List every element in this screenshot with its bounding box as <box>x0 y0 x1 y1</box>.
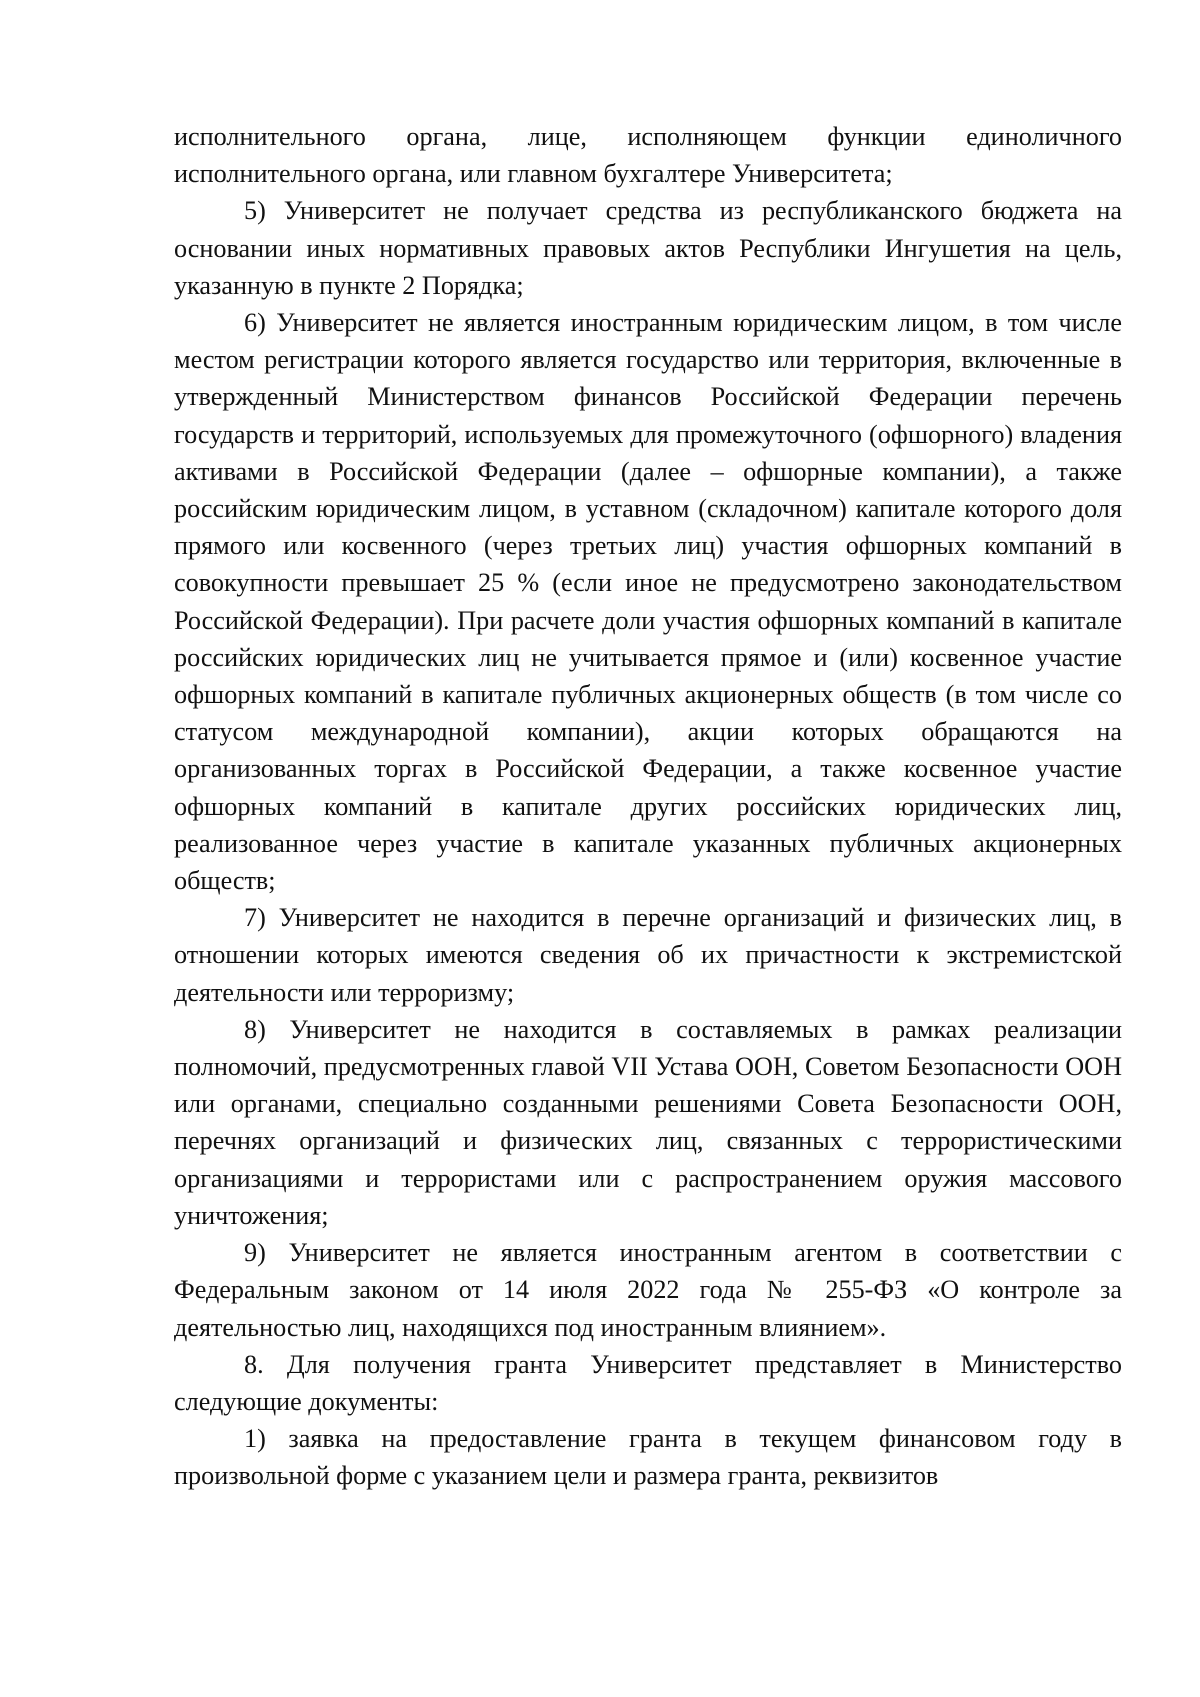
paragraph-doc-item-1: 1) заявка на предоставление гранта в текущем финансовом году в произвольной форме с указанием цели и размера гранта, реквизитов <box>174 1424 1122 1491</box>
document-body <box>174 118 1122 1495</box>
paragraph-item-6: 6) Университет не является иностранным юридическим лицом, в том числе местом регистрации которого является государство или территория, включенные в утвержденный Министерством финансов Российской Федерации перечень государств и территорий, используемых для промежуточного (офшорного) владения активами в Российской Федерации (далее – офшорные компании), а также российским юридическим лицом, в уставном (складочном) капитале которого доля прямого или косвенного (через третьих лиц) участия офшорных компаний в совокупности превышает 25 % (если иное не предусмотрено законодательством Российской Федерации). При расчете доли участия офшорных компаний в капитале российских юридических лиц не учитывается прямое и (или) косвенное участие офшорных компаний в капитале публичных акционерных обществ (в том числе со статусом международной компании), акции которых обращаются на организованных торгах в Российской Федерации, а также косвенное участие офшорных компаний в капитале других российских юридических лиц, реализованное через участие в капитале указанных публичных акционерных обществ; <box>174 308 1122 896</box>
paragraph-item-7: 7) Университет не находится в перечне организаций и физических лиц, в отношении которых имеются сведения об их причастности к экстремистской деятельности или терроризму; <box>174 903 1122 1007</box>
paragraph-item-8: 8) Университет не находится в составляемых в рамках реализации полномочий, предусмотренных главой VII Устава ООН, Советом Безопасности ООН или органами, специально созданными решениями Совета Безопасности ООН, перечнях организаций и физических лиц, связанных с террористическими организациями и террористами или с распространением оружия массового уничтожения; <box>174 1014 1122 1230</box>
paragraph-continuation: исполнительного органа, лице, исполняющем функции единоличного исполнительного органа, или главном бухгалтере Университета; <box>174 122 1122 189</box>
paragraph-section-8: 8. Для получения гранта Университет представляет в Министерство следующие документы: <box>174 1349 1122 1416</box>
paragraph-item-5: 5) Университет не получает средства из республиканского бюджета на основании иных нормативных правовых актов Республики Ингушетия на цель, указанную в пункте 2 Порядка; <box>174 196 1122 300</box>
paragraph-item-9: 9) Университет не является иностранным агентом в соответствии с Федеральным законом от 14 июля 2022 года № 255-ФЗ «О контроле за деятельностью лиц, находящихся под иностранным влиянием». <box>174 1238 1122 1342</box>
